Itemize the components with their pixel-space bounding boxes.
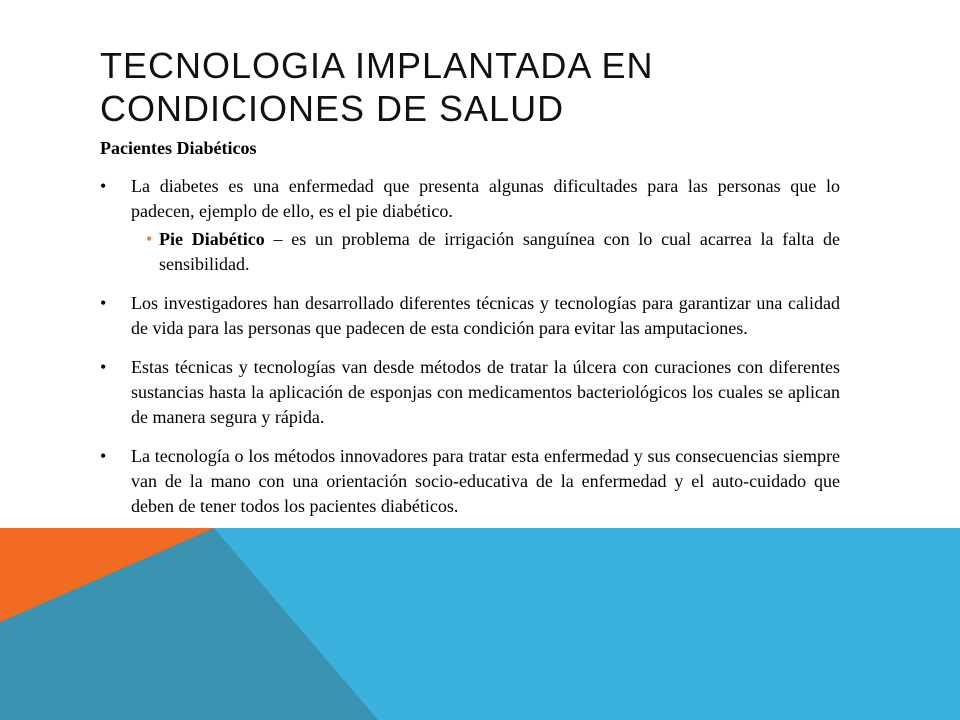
subtitle: Pacientes Diabéticos	[100, 138, 257, 158]
bullet-text: Los investigadores han desarrollado diferentes técnicas y tecnologías para garantizar una calidad de vida para las personas que padecen de esta condición para evitar las amputaciones.	[131, 293, 840, 338]
bullet-mark: •	[100, 293, 107, 313]
bullet-item	[100, 355, 840, 430]
bullet-mark: •	[100, 357, 107, 377]
bullet-text: Estas técnicas y tecnologías van desde métodos de tratar la úlcera con curaciones con diferentes sustancias hasta la aplicación de esponjas con medicamentos bacteriológicos los cuales se aplican de manera segura y rápida.	[131, 357, 840, 427]
bullet-text: La diabetes es una enfermedad que presenta algunas dificultades para las personas que lo padecen, ejemplo de ello, es el pie diabético.	[131, 176, 840, 221]
slide-content	[100, 136, 840, 519]
bullet-item	[100, 174, 840, 277]
sub-bullet-item	[146, 227, 840, 277]
bullet-mark: •	[100, 176, 107, 196]
sub-bullet-text: – es un problema de irrigación sanguínea con lo cual acarrea la falta de sensibilidad.	[159, 229, 840, 274]
bullet-item	[100, 444, 840, 519]
sub-bullet-term: Pie Diabético	[159, 229, 265, 249]
sub-bullet-mark: •	[146, 229, 153, 249]
bullet-text: La tecnología o los métodos innovadores para tratar esta enfermedad y sus consecuencias siempre van de la mano con una orientación socio-educativa de la enfermedad y el auto-cuidado que deben de tener todos los pacientes diabéticos.	[131, 446, 840, 516]
title-line-2: CONDICIONES DE SALUD	[100, 88, 565, 129]
slide-title	[100, 44, 880, 130]
bullet-mark: •	[100, 446, 107, 466]
bullet-item	[100, 291, 840, 341]
title-line-1: TECNOLOGIA IMPLANTADA EN	[100, 45, 654, 86]
